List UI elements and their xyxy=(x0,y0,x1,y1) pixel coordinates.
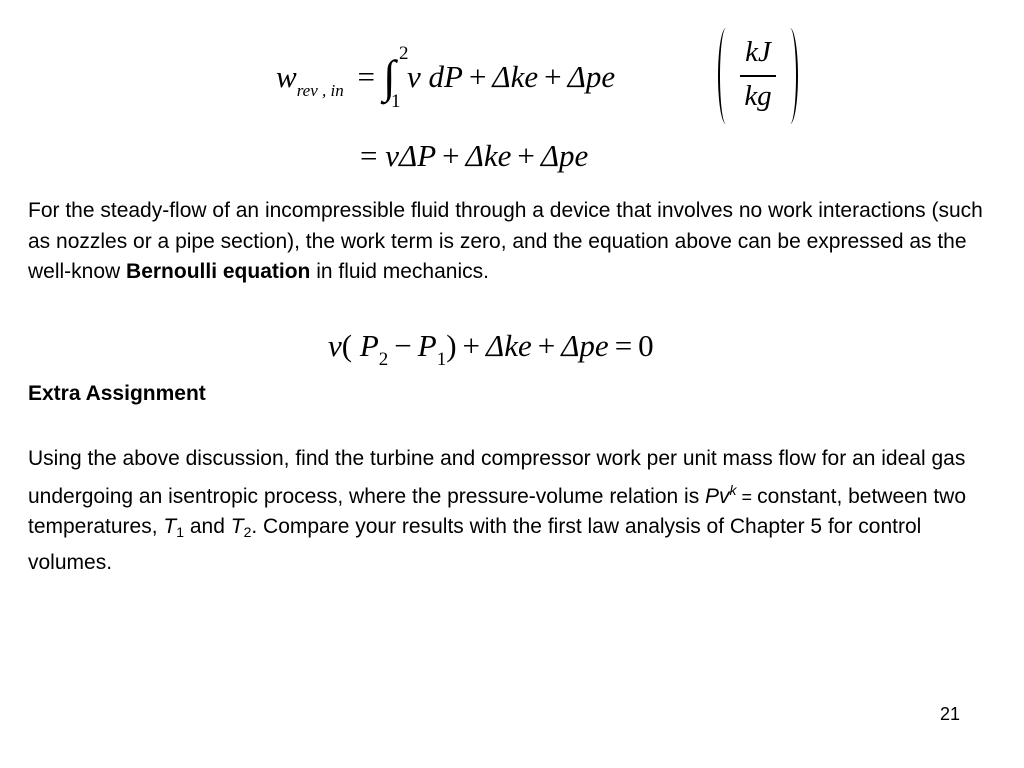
paragraph-text: . Compare your results with the first law analysis of Chapter 5 for control volumes. xyxy=(28,515,922,574)
units-numerator: kJ xyxy=(745,36,771,68)
kinetic-energy-change: Δke xyxy=(492,59,539,95)
pressure-symbol: P xyxy=(359,328,379,363)
work-integral-equation xyxy=(276,43,616,112)
subscript-1: 1 xyxy=(176,524,185,540)
paragraph-text: and xyxy=(184,515,231,538)
zero: 0 xyxy=(638,328,654,363)
paragraph-text: in fluid mechanics. xyxy=(310,260,489,283)
specific-volume: v xyxy=(385,138,399,173)
fraction-bar xyxy=(740,75,776,77)
temperature-symbol: T xyxy=(230,515,244,538)
pressure-change: ΔP xyxy=(399,138,437,173)
equals-sign: = xyxy=(357,59,375,95)
paragraph-text: Using the above discussion, find the turbine and compressor work per unit mass flow for an ideal gas undergoing an isentropic process, where the pressure-volume relation is xyxy=(28,447,966,508)
equals-sign: = xyxy=(736,486,758,507)
simplified-work-equation xyxy=(360,140,588,171)
kinetic-energy-change: Δke xyxy=(486,328,532,363)
potential-energy-change: Δpe xyxy=(540,138,589,173)
plus-sign: + xyxy=(462,328,481,363)
bernoulli-term: Bernoulli equation xyxy=(126,260,311,283)
work-symbol: w xyxy=(276,59,297,95)
specific-volume: v xyxy=(328,328,342,363)
subscript-1: 1 xyxy=(436,349,447,370)
subscript-2: 2 xyxy=(243,524,252,540)
k-exponent: k xyxy=(729,481,737,498)
pressure-differential: dP xyxy=(428,59,463,95)
integral-lower-limit: 1 xyxy=(390,91,401,112)
bernoulli-paragraph xyxy=(28,196,998,288)
pressure-symbol: P xyxy=(417,328,437,363)
specific-volume: v xyxy=(406,59,421,95)
close-paren: ) xyxy=(446,328,457,363)
plus-sign: + xyxy=(442,138,460,173)
equals-sign: = xyxy=(614,328,633,363)
plus-sign: + xyxy=(537,328,556,363)
minus-sign: − xyxy=(394,328,412,363)
temperature-symbol: T xyxy=(163,515,177,538)
left-paren xyxy=(718,28,734,124)
plus-sign: + xyxy=(517,138,535,173)
extra-assignment-heading: Extra Assignment xyxy=(28,382,206,405)
units-denominator: kg xyxy=(744,80,772,112)
bernoulli-equation xyxy=(328,330,654,369)
subscript-2: 2 xyxy=(378,349,389,370)
potential-energy-change: Δpe xyxy=(567,59,616,95)
plus-sign: + xyxy=(544,59,562,95)
integral-upper-limit: 2 xyxy=(398,43,409,64)
plus-sign: + xyxy=(468,59,487,95)
kinetic-energy-change: Δke xyxy=(465,138,512,173)
units-fraction xyxy=(718,28,798,124)
page-number: 21 xyxy=(940,704,961,724)
integral-sign: ∫ 2 1 xyxy=(382,43,409,112)
pv-symbol: Pv xyxy=(705,484,730,508)
paragraph-text: constant, between two temperatures, xyxy=(28,484,967,538)
work-subscript: rev , in xyxy=(296,81,344,101)
open-paren: ( xyxy=(341,328,353,363)
paragraph-text: For the steady-flow of an incompressible fluid through a device that involves no work interactions (such as nozzles or a pipe section), the work term is zero, and the equation above can be expressed as the well-know xyxy=(28,199,983,283)
assignment-paragraph xyxy=(28,444,998,578)
right-paren xyxy=(782,28,798,124)
equals-sign: = xyxy=(360,138,378,173)
potential-energy-change: Δpe xyxy=(561,328,609,363)
